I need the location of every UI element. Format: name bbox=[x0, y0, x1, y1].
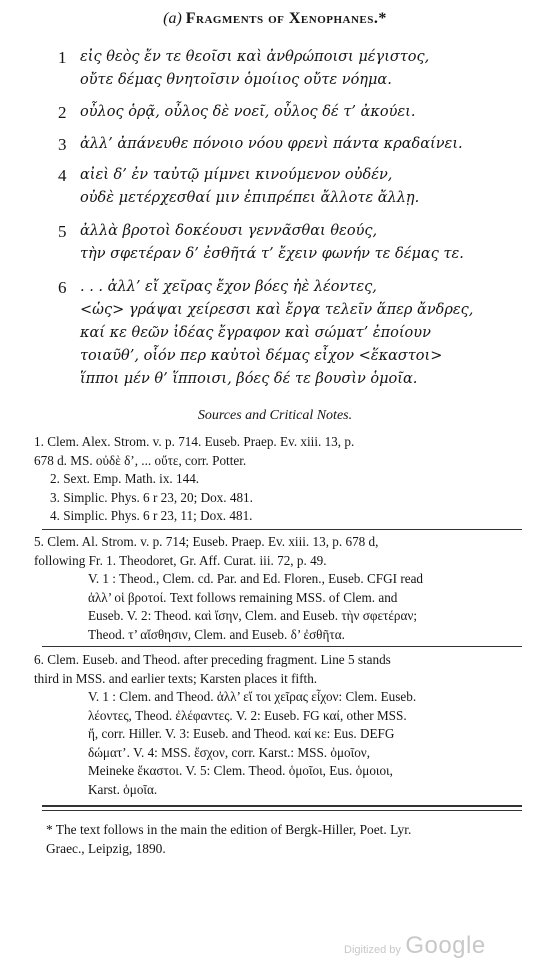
fragment-line: καί κε θεῶν ἰδέας ἔγραφον καὶ σώματ’ ἐποίουν bbox=[80, 325, 431, 341]
fragment-number: 3 bbox=[58, 135, 67, 154]
footnote bbox=[46, 820, 411, 858]
footnote-rule-thin bbox=[42, 810, 522, 811]
footnote-rule bbox=[42, 805, 522, 807]
notes-block-6 bbox=[34, 651, 391, 688]
note-line: ἤ, corr. Hiller. V. 3: Euseb. and Theod. καί κε: Eus. DEFG bbox=[88, 726, 395, 741]
fragment-line: αἰεὶ δ’ ἐν ταὐτῷ μίμνει κινούμενον οὐδέν, bbox=[80, 167, 393, 183]
notes-block-6-variants bbox=[88, 688, 416, 799]
notes-heading: Sources and Critical Notes. bbox=[197, 408, 353, 423]
watermark-prefix: Digitized by bbox=[344, 944, 401, 956]
fragment-line: ἀλλ’ ἀπάνευθε πόνοιο νόου φρενὶ πάντα κραδαίνει. bbox=[80, 136, 463, 152]
note-line: λέοντες, Theod. ἐλέφαντες. V. 2: Euseb. FG καί, other MSS. bbox=[88, 707, 407, 723]
note-line: δώματ’. V. 4: MSS. ἔσχον, corr. Karst.: MSS. ὁμοῖον, bbox=[88, 744, 371, 760]
fragment-1 bbox=[58, 46, 528, 92]
notes-block-5 bbox=[34, 533, 378, 570]
fragment-2 bbox=[58, 101, 528, 124]
fragment-line: οὐδὲ μετέρχεσθαί μιν ἐπιπρέπει ἄλλοτε ἄλλῃ. bbox=[80, 190, 420, 206]
note-line: 6. Clem. Euseb. and Theod. after preceding fragment. Line 5 stands bbox=[34, 652, 391, 667]
fragment-number: 5 bbox=[58, 222, 67, 241]
fragment-3 bbox=[58, 133, 528, 156]
note-line: 5. Clem. Al. Strom. v. p. 714; Euseb. Praep. Ev. xiii. 13, p. 678 d, bbox=[34, 534, 379, 549]
note-line: 1. Clem. Alex. Strom. v. p. 714. Euseb. Praep. Ev. xiii. 13, p. bbox=[34, 434, 355, 449]
google-watermark bbox=[344, 932, 486, 960]
fragment-6 bbox=[58, 276, 528, 391]
divider bbox=[42, 646, 522, 647]
fragment-line: . . . ἀλλ’ εἴ χεῖρας ἔχον βόες ἠὲ λέοντες, bbox=[80, 279, 377, 295]
note-line: ἀλλ’ οἱ βροτοί. Text follows remaining MSS. of Clem. and bbox=[88, 589, 398, 605]
fragment-number: 6 bbox=[58, 278, 67, 297]
note-line: Euseb. V. 2: Theod. καὶ ἴσην, Clem. and Euseb. τὴν σφετέραν; bbox=[88, 608, 417, 623]
note-line: V. 1 : Clem. and Theod. ἀλλ’ εἴ τοι χεῖρας εἶχον: Clem. Euseb. bbox=[88, 689, 417, 704]
fragment-line: <ὡς> γράψαι χείρεσσι καὶ ἔργα τελεῖν ἅπερ ἄνδρες, bbox=[80, 302, 474, 318]
note-line: 3. Simplic. Phys. 6 r 23, 20; Dox. 481. bbox=[50, 489, 253, 505]
notes-block-5-variants bbox=[88, 570, 423, 644]
fragment-number: 2 bbox=[58, 103, 67, 122]
fragment-line: οὖλος ὁρᾷ, οὖλος δὲ νοεῖ, οὖλος δέ τ’ ἀκούει. bbox=[80, 104, 416, 120]
page-title bbox=[0, 10, 550, 28]
watermark-logo: Google bbox=[405, 932, 486, 959]
note-line: V. 1 : Theod., Clem. cd. Par. and Ed. Floren., Euseb. CFGI read bbox=[88, 571, 424, 586]
footnote-line: * The text follows in the main the edition of Bergk-Hiller, Poet. Lyr. bbox=[46, 822, 412, 837]
note-line: Meineke ἕκαστοι. V. 5: Clem. Theod. ὁμοῖοι, Eus. ὁμοιοι, bbox=[88, 763, 393, 778]
fragment-line: ἵπποι μέν θ’ ἵπποισι, βόες δέ τε βουσὶν ὁμοῖα. bbox=[80, 371, 418, 387]
note-line: Karst. ὁμοῖα. bbox=[88, 781, 158, 797]
note-line: third in MSS. and earlier texts; Karsten places it fifth. bbox=[34, 670, 318, 686]
fragment-line: εἰς θεὸς ἔν τε θεοῖσι καὶ ἀνθρώποισι μέγιστος, bbox=[80, 49, 430, 65]
fragment-line: τὴν σφετέραν δ’ ἐσθῆτά τ’ ἔχειν φωνήν τε δέμας τε. bbox=[80, 246, 464, 262]
fragment-line: ἀλλὰ βροτοὶ δοκέουσι γεννᾶσθαι θεούς, bbox=[80, 223, 378, 239]
fragment-line: οὔτε δέμας θνητοῖσιν ὁμοίιος οὔτε νόημα. bbox=[80, 72, 392, 88]
fragment-5 bbox=[58, 220, 528, 266]
note-line: 2. Sext. Emp. Math. ix. 144. bbox=[50, 471, 200, 486]
fragment-number: 1 bbox=[58, 48, 67, 67]
note-line: 678 d. MS. οὐδὲ δ’, ... οὔτε, corr. Potter. bbox=[34, 452, 247, 468]
notes-block-1-4 bbox=[34, 433, 354, 526]
footnote-line: Graec., Leipzig, 1890. bbox=[46, 841, 166, 856]
note-line: 4. Simplic. Phys. 6 r 23, 11; Dox. 481. bbox=[50, 508, 253, 523]
note-line: following Fr. 1. Theodoret, Gr. Aff. Curat. iii. 72, p. 49. bbox=[34, 552, 327, 568]
title-prefix: (a) bbox=[163, 10, 182, 27]
note-line: Theod. τ’ αἴσθησιν, Clem. and Euseb. δ’ ἐσθῆτα. bbox=[88, 626, 345, 642]
fragment-line: τοιαῦθ’, οἷόν περ καὐτοὶ δέμας εἶχον <ἕκαστοι> bbox=[80, 348, 443, 364]
fragment-number: 4 bbox=[58, 166, 67, 185]
title-text: Fragments of Xenophanes.* bbox=[185, 10, 387, 27]
divider bbox=[42, 529, 522, 530]
fragment-4 bbox=[58, 164, 528, 210]
